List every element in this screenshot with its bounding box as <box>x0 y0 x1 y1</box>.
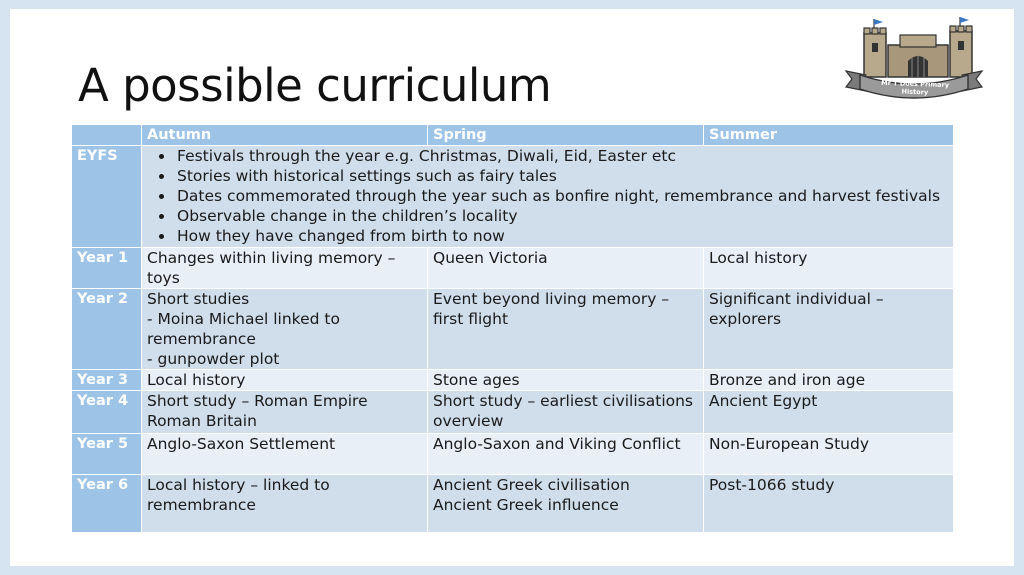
row-label-year1: Year 1 <box>72 248 142 289</box>
eyfs-list <box>147 146 948 246</box>
year6-spring <box>428 475 704 533</box>
eyfs-item: • Festivals through the year e.g. Christmas, Diwali, Eid, Easter etc <box>175 146 948 166</box>
table-row-year4 <box>72 391 954 434</box>
table-row-year1 <box>72 248 954 289</box>
year2-summer: Significant individual – explorers <box>704 289 954 370</box>
logo-text: Mr T Does Primary History <box>881 78 950 97</box>
row-label-year6: Year 6 <box>72 475 142 533</box>
table-row-year2 <box>72 289 954 370</box>
year2-spring: Event beyond living memory – first flight <box>428 289 704 370</box>
year3-autumn: Local history <box>142 370 428 391</box>
header-summer: Summer <box>704 125 954 146</box>
table-row-year5 <box>72 434 954 475</box>
eyfs-item: • How they have changed from birth to now <box>175 226 948 246</box>
year6-spring-line: Ancient Greek civilisation <box>433 476 630 494</box>
eyfs-item: • Observable change in the children’s locality <box>175 206 948 226</box>
year1-autumn: Changes within living memory – toys <box>142 248 428 289</box>
table-row-eyfs <box>72 146 954 248</box>
year1-spring: Queen Victoria <box>428 248 704 289</box>
year1-summer: Local history <box>704 248 954 289</box>
eyfs-item: • Dates commemorated through the year such as bonfire night, remembrance and harvest festivals <box>175 186 948 206</box>
header-spring: Spring <box>428 125 704 146</box>
header-corner <box>72 125 142 146</box>
year4-spring: Short study – earliest civilisations overview <box>428 391 704 434</box>
slide-title: A possible curriculum <box>78 59 552 112</box>
year3-summer: Bronze and iron age <box>704 370 954 391</box>
row-label-year4: Year 4 <box>72 391 142 434</box>
year5-spring: Anglo-Saxon and Viking Conflict <box>428 434 704 475</box>
header-autumn: Autumn <box>142 125 428 146</box>
row-label-eyfs: EYFS <box>72 146 142 248</box>
table-header-row <box>72 125 954 146</box>
eyfs-item: • Stories with historical settings such as fairy tales <box>175 166 948 186</box>
year4-autumn-line: Roman Britain <box>147 412 257 430</box>
year3-spring: Stone ages <box>428 370 704 391</box>
year5-summer: Non-European Study <box>704 434 954 475</box>
slide <box>10 9 1014 566</box>
table-row-year6 <box>72 475 954 533</box>
year4-autumn-line: Short study – Roman Empire <box>147 392 368 410</box>
row-label-year5: Year 5 <box>72 434 142 475</box>
year5-autumn: Anglo-Saxon Settlement <box>142 434 428 475</box>
year2-autumn-line: Short studies <box>147 290 250 308</box>
table-row-year3 <box>72 370 954 391</box>
year4-summer: Ancient Egypt <box>704 391 954 434</box>
row-label-year3: Year 3 <box>72 370 142 391</box>
eyfs-cell <box>142 146 954 248</box>
year6-autumn: Local history – linked to remembrance <box>142 475 428 533</box>
year6-summer: Post-1066 study <box>704 475 954 533</box>
year6-spring-line: Ancient Greek influence <box>433 496 619 514</box>
year2-autumn-line: - gunpowder plot <box>147 350 280 368</box>
curriculum-table <box>71 124 954 533</box>
year4-autumn <box>142 391 428 434</box>
year2-autumn-line: - Moina Michael linked to remembrance <box>147 310 340 348</box>
year2-autumn <box>142 289 428 370</box>
row-label-year2: Year 2 <box>72 289 142 370</box>
